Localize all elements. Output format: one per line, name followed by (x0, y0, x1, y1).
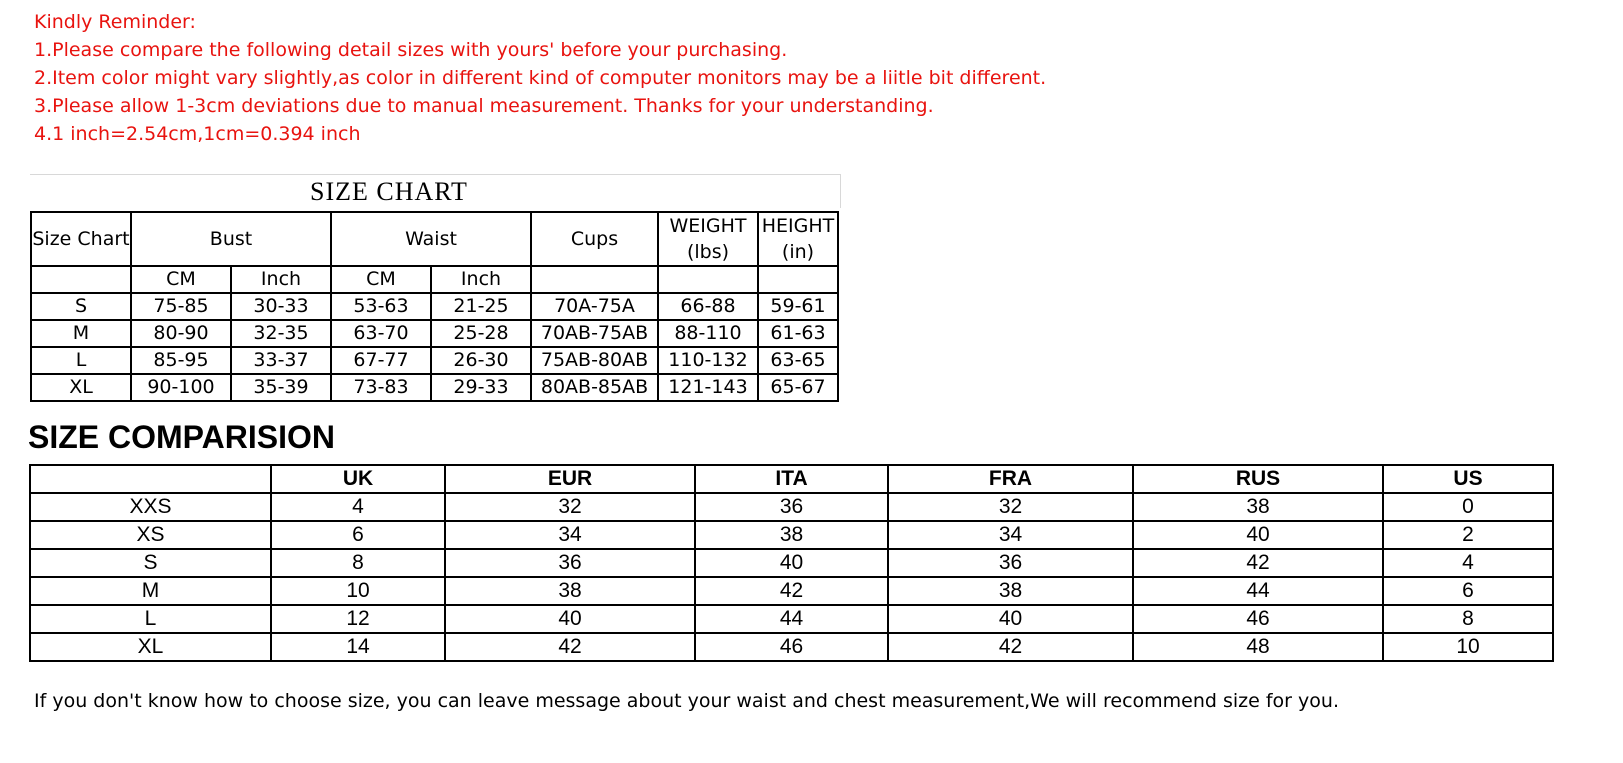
units-bust-inch: Inch (231, 266, 331, 293)
table-cell: 75AB-80AB (531, 347, 658, 374)
units-cell (531, 266, 658, 293)
table-row (30, 633, 1553, 661)
table-cell: 32 (445, 493, 695, 521)
comparison-header-uk: UK (271, 465, 445, 493)
table-cell: S (31, 293, 131, 320)
table-row (31, 293, 838, 320)
table-cell: 46 (695, 633, 888, 661)
table-cell: 61-63 (758, 320, 838, 347)
table-cell: 36 (445, 549, 695, 577)
units-bust-cm: CM (131, 266, 231, 293)
table-cell: 40 (695, 549, 888, 577)
comparison-header-empty (30, 465, 271, 493)
table-cell: 25-28 (431, 320, 531, 347)
table-cell: 26-30 (431, 347, 531, 374)
table-cell: 40 (445, 605, 695, 633)
table-cell: 4 (271, 493, 445, 521)
table-cell: 63-70 (331, 320, 431, 347)
size-comparison-title: SIZE COMPARISION (28, 419, 335, 455)
units-cell (31, 266, 131, 293)
table-cell: 36 (888, 549, 1133, 577)
table-cell: M (31, 320, 131, 347)
table-cell: 10 (271, 577, 445, 605)
table-cell: 46 (1133, 605, 1383, 633)
size-chart-title-box (30, 174, 841, 208)
table-cell: 42 (445, 633, 695, 661)
footer-note: If you don't know how to choose size, you can leave message about your waist and chest measurement,We will recommend size for you. (34, 690, 1339, 712)
size-chart-table (30, 211, 839, 402)
table-cell: 44 (695, 605, 888, 633)
table-cell: 38 (695, 521, 888, 549)
table-cell: 42 (695, 577, 888, 605)
reminder-line-3: 3.Please allow 1-3cm deviations due to manual measurement. Thanks for your understanding. (34, 95, 934, 117)
table-cell: 6 (1383, 577, 1553, 605)
table-cell: 85-95 (131, 347, 231, 374)
table-cell: 10 (1383, 633, 1553, 661)
table-cell: 14 (271, 633, 445, 661)
table-cell: XL (31, 374, 131, 401)
comparison-header-fra: FRA (888, 465, 1133, 493)
table-cell: L (30, 605, 271, 633)
table-cell: S (30, 549, 271, 577)
table-cell: 21-25 (431, 293, 531, 320)
table-cell: 63-65 (758, 347, 838, 374)
table-cell: 59-61 (758, 293, 838, 320)
reminder-line-4: 4.1 inch=2.54cm,1cm=0.394 inch (34, 123, 361, 145)
table-row (30, 577, 1553, 605)
table-row (31, 320, 838, 347)
table-cell: 42 (1133, 549, 1383, 577)
comparison-header-eur: EUR (445, 465, 695, 493)
kindly-reminder (34, 8, 1046, 148)
header-size-chart: Size Chart (31, 212, 131, 266)
table-cell: 38 (445, 577, 695, 605)
table-cell: 0 (1383, 493, 1553, 521)
table-row (31, 347, 838, 374)
table-cell: 65-67 (758, 374, 838, 401)
size-chart-units-row (31, 266, 838, 293)
table-cell: 12 (271, 605, 445, 633)
table-cell: 44 (1133, 577, 1383, 605)
table-cell: 29-33 (431, 374, 531, 401)
table-cell: XS (30, 521, 271, 549)
units-waist-inch: Inch (431, 266, 531, 293)
table-cell: 121-143 (658, 374, 758, 401)
reminder-line-1: 1.Please compare the following detail sizes with yours' before your purchasing. (34, 39, 788, 61)
table-cell: 38 (1133, 493, 1383, 521)
reminder-title: Kindly Reminder: (34, 11, 196, 33)
table-cell: 66-88 (658, 293, 758, 320)
table-row (30, 521, 1553, 549)
table-cell: 75-85 (131, 293, 231, 320)
table-cell: 42 (888, 633, 1133, 661)
comparison-header-rus: RUS (1133, 465, 1383, 493)
table-cell: 4 (1383, 549, 1553, 577)
header-weight: WEIGHT (lbs) (658, 212, 758, 266)
table-cell: 48 (1133, 633, 1383, 661)
table-cell: 8 (1383, 605, 1553, 633)
table-cell: 40 (888, 605, 1133, 633)
table-cell: 32-35 (231, 320, 331, 347)
header-waist: Waist (331, 212, 531, 266)
table-cell: 6 (271, 521, 445, 549)
size-chart-title: SIZE CHART (310, 177, 468, 206)
header-bust: Bust (131, 212, 331, 266)
table-row (30, 493, 1553, 521)
table-row (30, 549, 1553, 577)
table-cell: 8 (271, 549, 445, 577)
table-cell: 90-100 (131, 374, 231, 401)
size-chart-header-row (31, 212, 838, 266)
table-cell: 34 (445, 521, 695, 549)
comparison-header-ita: ITA (695, 465, 888, 493)
comparison-header-us: US (1383, 465, 1553, 493)
table-cell: 70A-75A (531, 293, 658, 320)
reminder-line-2: 2.Item color might vary slightly,as color in different kind of computer monitors may be a liitle bit different. (34, 67, 1047, 89)
table-cell: 2 (1383, 521, 1553, 549)
table-cell: L (31, 347, 131, 374)
table-cell: 67-77 (331, 347, 431, 374)
table-cell: 35-39 (231, 374, 331, 401)
table-cell: 80AB-85AB (531, 374, 658, 401)
table-cell: 110-132 (658, 347, 758, 374)
table-cell: 36 (695, 493, 888, 521)
header-height: HEIGHT (in) (758, 212, 838, 266)
table-cell: 53-63 (331, 293, 431, 320)
size-comparison-table (29, 464, 1554, 662)
table-row (30, 605, 1553, 633)
comparison-header-row (30, 465, 1553, 493)
table-cell: 33-37 (231, 347, 331, 374)
table-cell: XXS (30, 493, 271, 521)
table-cell: 88-110 (658, 320, 758, 347)
table-cell: 70AB-75AB (531, 320, 658, 347)
table-cell: M (30, 577, 271, 605)
table-cell: 80-90 (131, 320, 231, 347)
table-cell: 32 (888, 493, 1133, 521)
units-waist-cm: CM (331, 266, 431, 293)
table-cell: 73-83 (331, 374, 431, 401)
units-cell (658, 266, 758, 293)
table-row (31, 374, 838, 401)
table-cell: 40 (1133, 521, 1383, 549)
table-cell: 34 (888, 521, 1133, 549)
table-cell: 38 (888, 577, 1133, 605)
table-cell: 30-33 (231, 293, 331, 320)
units-cell (758, 266, 838, 293)
header-cups: Cups (531, 212, 658, 266)
table-cell: XL (30, 633, 271, 661)
